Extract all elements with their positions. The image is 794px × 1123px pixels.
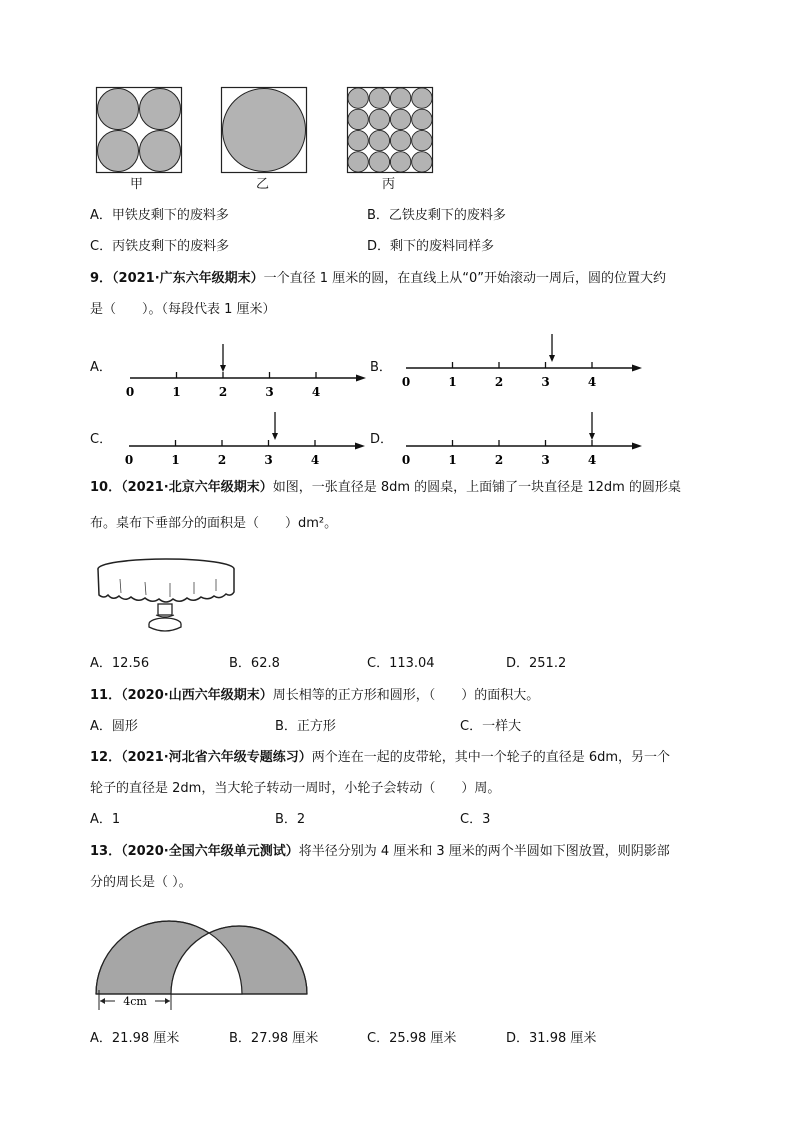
q13-option-d: D．31.98 厘米 [506,1031,597,1046]
tick-label: 4 [310,453,320,467]
tick-label: 2 [494,453,504,467]
tick-label: 0 [125,385,135,399]
axis-arrowhead [356,375,366,382]
tick-label: 1 [448,453,457,467]
q13-option-c: C．25.98 厘米 [367,1031,457,1046]
dimension-label: 4cm [123,995,147,1008]
q10-option-d: D．251.2 [506,656,567,671]
q8-option-c: C．丙铁皮剩下的废料多 [90,239,230,254]
q13-stem-line1: 13．（2020·全国六年级单元测试）将半径分别为 4 厘米和 3 厘米的两个半圆如下图放置，则阴影部 [90,844,670,859]
number-line-b [396,330,646,390]
tick-label: 1 [171,453,180,467]
position-arrowhead [549,355,555,362]
q10-option-b: B．62.8 [229,656,280,671]
q12-stem-line2: 轮子的直径是 2dm，当大轮子转动一周时，小轮子会转动（ ）周。 [90,781,501,796]
tick-label: 2 [218,385,228,399]
tick-label: 3 [264,453,273,467]
round-table-figure [90,555,240,640]
q8-option-a: A．甲铁皮剩下的废料多 [90,208,229,223]
small-circle [390,88,410,108]
q13-option-a: A．21.98 厘米 [90,1031,180,1046]
figure-label-bing: 丙 [382,177,396,192]
tick-label: 0 [401,375,411,389]
q8-option-d: D．剩下的废料同样多 [367,239,495,254]
tick-label: 3 [265,385,274,399]
small-circle [348,88,368,108]
q10-stem-line2: 布。桌布下垂部分的面积是（ ）dm²。 [90,516,338,531]
q9-stem-line1: 9．（2021·广东六年级期末）一个直径 1 厘米的圆，在直线上从“0”开始滚动一周后，圆的位置大约 [90,271,666,286]
position-arrowhead [589,433,595,440]
small-circle [390,109,410,129]
small-circle [369,109,389,129]
q9-stem-line2: 是（ ）。（每段代表 1 厘米） [90,302,276,317]
small-circle [348,152,368,172]
q8-option-b: B．乙铁皮剩下的废料多 [367,208,506,223]
q10-stem-line1: 10．（2021·北京六年级期末）如图，一张直径是 8dm 的圆桌，上面铺了一块直径是 12dm 的圆形桌 [90,480,681,495]
small-circle [390,130,410,150]
tick-label: 3 [541,453,550,467]
small-circle [369,88,389,108]
q9-option-b-letter: B． [370,360,392,375]
q12-option-a: A．1 [90,812,121,827]
q11-option-c: C．一样大 [460,719,522,734]
tick-label: 0 [401,453,411,467]
q8-figure-bing [347,87,433,173]
small-circle [412,109,432,129]
small-circle [412,152,432,172]
number-line-d [396,408,646,468]
axis-arrowhead [632,443,642,450]
q9-option-a-letter: A． [90,360,112,375]
small-circle [412,88,432,108]
tick-label: 4 [587,453,597,467]
q9-option-d-letter: D． [370,432,394,447]
tick-label: 1 [448,375,457,389]
tick-label: 2 [217,453,227,467]
q8-figure-jia [96,87,182,173]
q13-option-b: B．27.98 厘米 [229,1031,319,1046]
number-line-c [119,408,369,468]
number-line-a [120,340,370,400]
small-circle [348,130,368,150]
q10-option-a: A．12.56 [90,656,150,671]
position-arrowhead [220,365,226,372]
q11-stem: 11．（2020·山西六年级期末）周长相等的正方形和圆形，（ ）的面积大。 [90,688,540,703]
q10-option-c: C．113.04 [367,656,435,671]
small-circle [348,109,368,129]
q11-option-b: B．正方形 [275,719,336,734]
q8-figure-yi [221,87,307,173]
q12-option-b: B．2 [275,812,306,827]
q9-option-c-letter: C． [90,432,113,447]
small-circle [390,152,410,172]
small-circle [412,130,432,150]
q13-stem-line2: 分的周长是（ ）。 [90,875,192,890]
tick-label: 2 [494,375,504,389]
axis-arrowhead [355,443,365,450]
tick-label: 4 [587,375,597,389]
semicircles-figure [95,910,315,1015]
tick-label: 3 [541,375,550,389]
axis-arrowhead [632,365,642,372]
q11-option-a: A．圆形 [90,719,138,734]
figure-label-jia: 甲 [130,177,144,192]
tick-label: 0 [124,453,134,467]
tick-label: 4 [311,385,321,399]
small-circle [369,152,389,172]
tick-label: 1 [172,385,181,399]
small-circle [369,130,389,150]
q12-stem-line1: 12．（2021·河北省六年级专题练习）两个连在一起的皮带轮，其中一个轮子的直径是 6dm，另一个 [90,750,671,765]
position-arrowhead [272,433,278,440]
figure-label-yi: 乙 [256,177,270,192]
q12-option-c: C．3 [460,812,491,827]
